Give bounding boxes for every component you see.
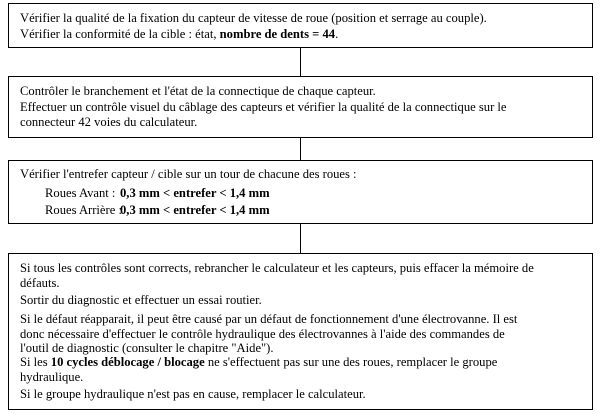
box-conclusion	[8, 253, 593, 410]
entrefer-value-avant: 0,3 mm < entrefer < 1,4 mm	[120, 186, 270, 200]
box4-p3-quote: "Aide"	[231, 341, 267, 355]
box1-line2-suffix: .	[335, 27, 339, 41]
box1-line2	[20, 27, 338, 41]
flow-connector-2	[300, 138, 301, 160]
flow-connector-1	[300, 48, 301, 76]
box4-p3-prefix: Si le défaut réapparait, il peut être causé par un défaut de fonctionnement d'une électrovanne. Il est donc nécessaire d'effectuer le contrôle hydraulique des électrovannes à l'aide des commandes de l'outil de diagnostic (consulter le chapitre	[20, 312, 518, 355]
box4-p4-prefix: Si les	[20, 355, 51, 369]
box-check-fixation	[8, 3, 593, 48]
box1-line1: Vérifier la qualité de la fixation du capteur de vitesse de roue (position et serrage au couple).	[20, 11, 487, 25]
box4-p5: Si le groupe hydraulique n'est pas en cause, remplacer le calculateur.	[20, 387, 366, 401]
box4-p3-suffix: ).	[266, 341, 274, 355]
box4-p3	[20, 312, 535, 356]
box-check-entrefer	[8, 160, 593, 224]
box4-p2: Sortir du diagnostic et effectuer un essai routier.	[20, 293, 262, 307]
box-check-connectique	[8, 76, 593, 138]
box3-intro: Vérifier l'entrefer capteur / cible sur un tour de chacune des roues :	[20, 167, 357, 181]
box4-p1: Si tous les contrôles sont corrects, rebrancher le calculateur et les capteurs, puis effacer la mémoire de défauts.	[20, 261, 534, 290]
flow-connector-3	[300, 224, 301, 253]
entrefer-value-arriere: 0,3 mm < entrefer < 1,4 mm	[120, 203, 270, 217]
box4-p4-bold: 10 cycles déblocage / blocage	[50, 355, 205, 369]
entrefer-label-arriere: Roues Arrière :	[45, 203, 122, 217]
box1-line2-bold: nombre de dents = 44	[219, 27, 336, 41]
box4-p4-suffix: ne s'effectuent pas sur une des roues, remplacer le groupe hydraulique.	[20, 355, 498, 384]
entrefer-label-avant: Roues Avant :	[45, 186, 116, 200]
box4-p4	[20, 355, 530, 384]
box2-line1: Contrôler le branchement et l'état de la connectique de chaque capteur.	[20, 84, 376, 98]
box2-line2: Effectuer un contrôle visuel du câblage des capteurs et vérifier la qualité de la connectique sur le connecteur 42 voies du calculateur.	[20, 100, 507, 129]
box1-line2-prefix: Vérifier la conformité de la cible : état,	[20, 27, 220, 41]
